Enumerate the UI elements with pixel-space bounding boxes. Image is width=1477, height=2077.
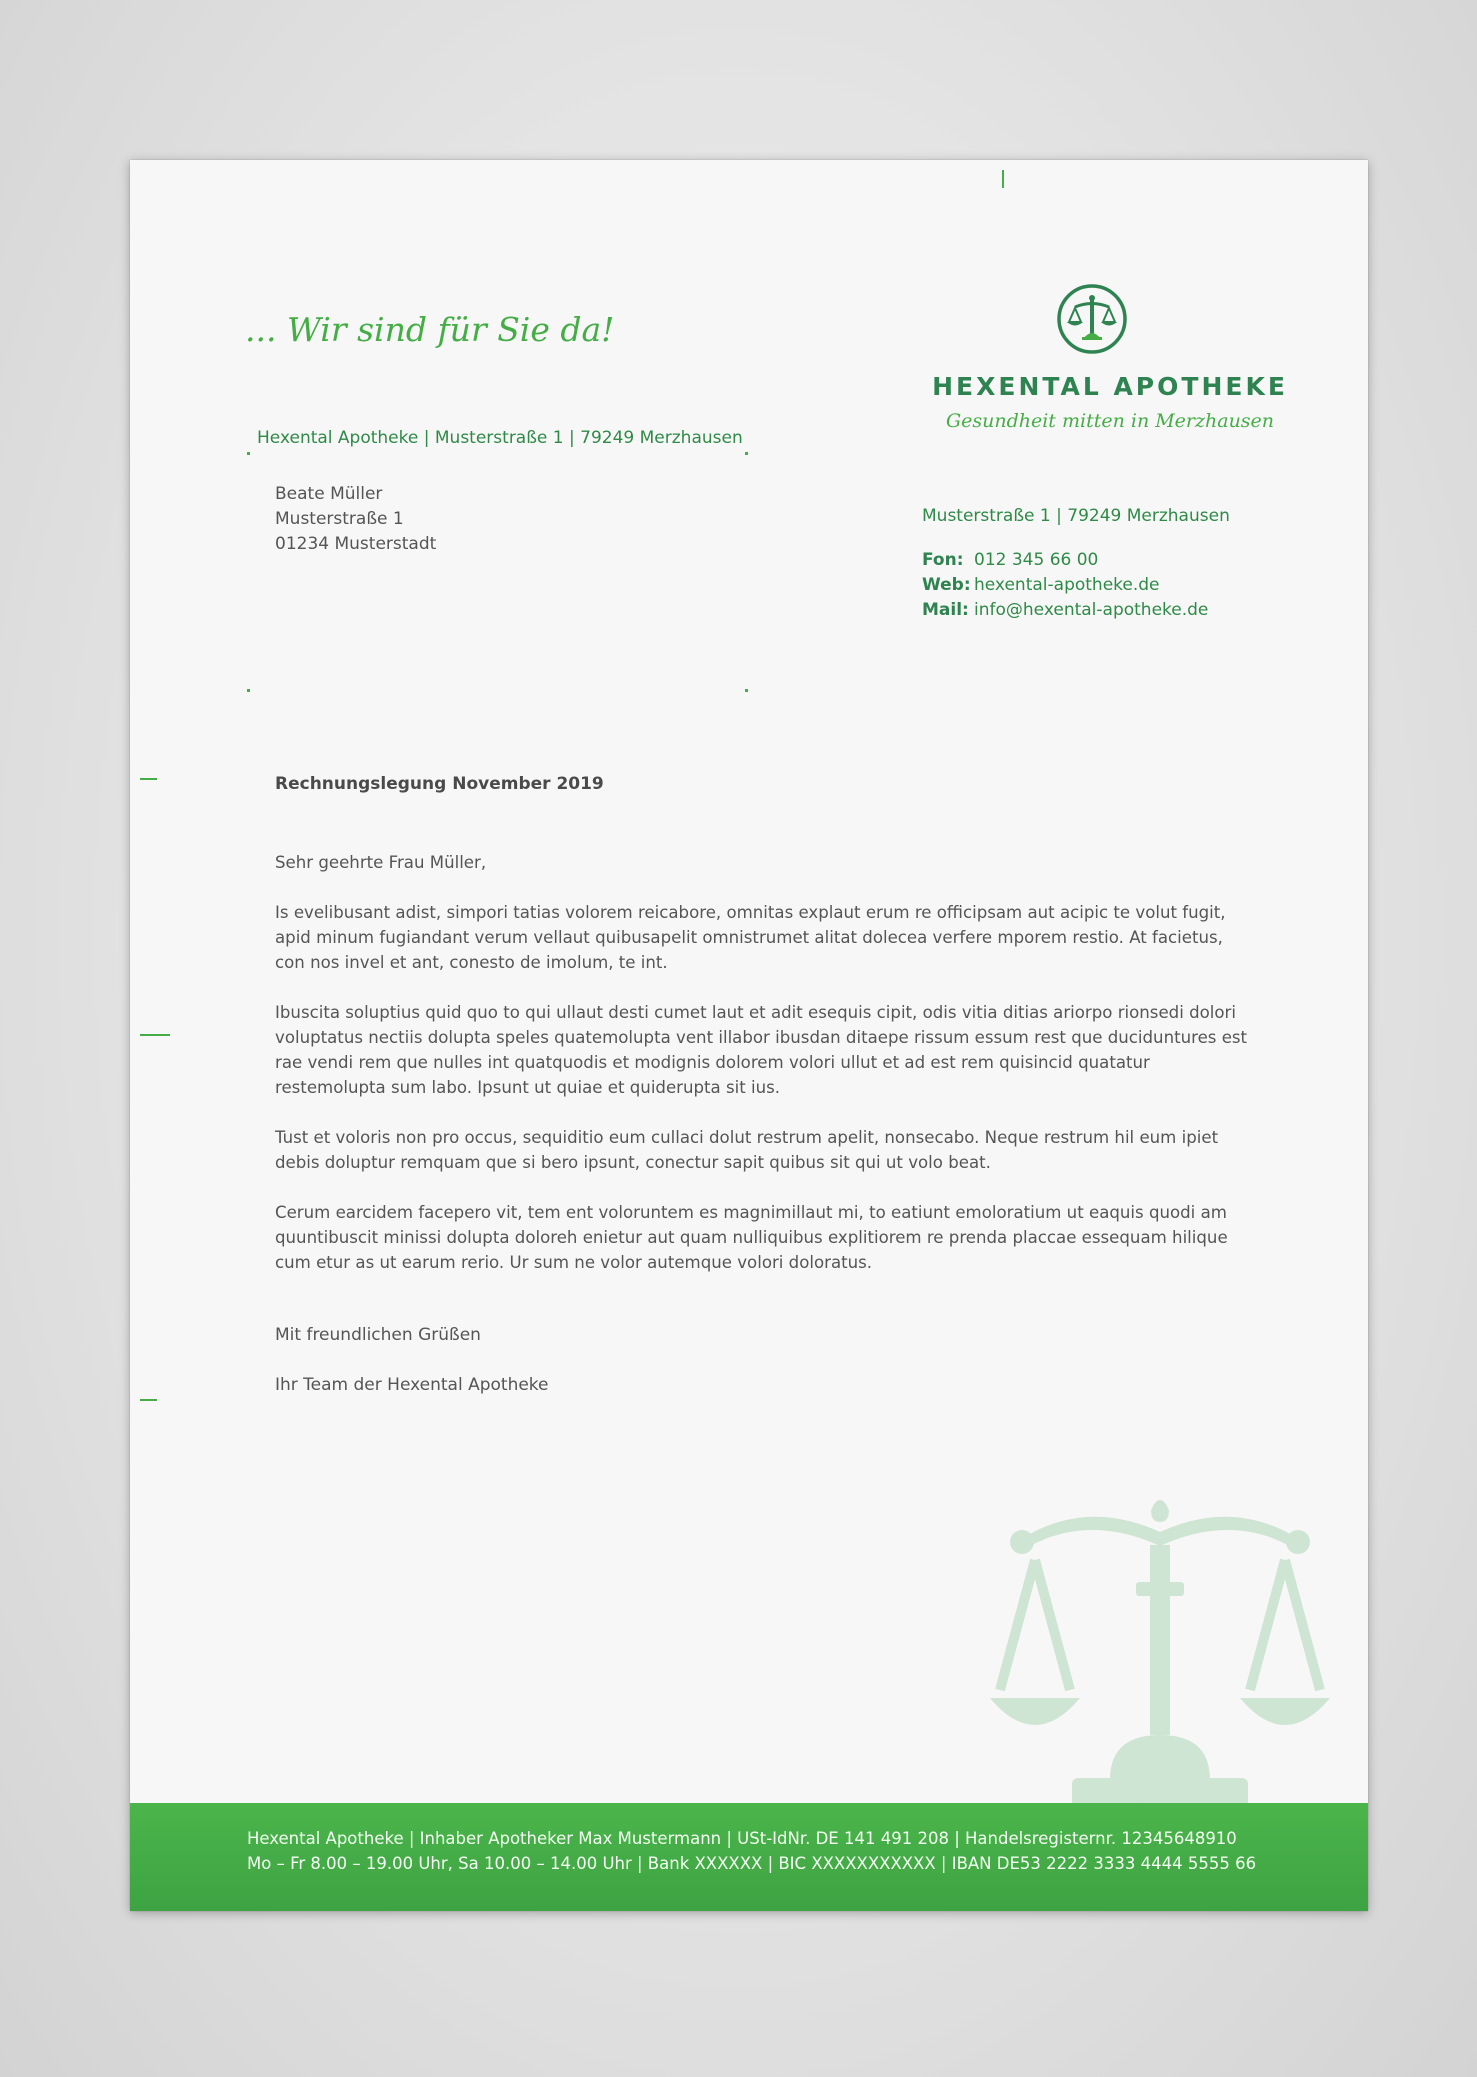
body-paragraph: Ibuscita soluptius quid quo to qui ullaut desti cumet laut et adit esequis cipit, odis vitia ditias ariorpo rionsedi dolori voluptatus nectiis dolupta speles quatemolupta vent illabor ibusdan ditaepe rissum essum rest que duciduntures est rae vendi rem que nulles int quatquodis et modignis dolorem volori ullut et ad est rem quisincid quatatur restemolupta sum labo. Ipsunt ut quiae et quiderupta sit ius. [275,1003,1248,1097]
fold-mark-bottom [140,1399,157,1401]
window-corner-bl [247,689,250,692]
recipient-address [275,482,436,557]
contact-label: Mail: [922,600,969,620]
body-paragraph: Tust et voloris non pro occus, sequiditio eum cullaci dolut restrum apelit, nonsecabo. Neque restrum hil eum ipiet debis doluptur remquam que si bero ipsunt, conectur sapit quibus sit qui ut volo beat. [275,1128,1219,1172]
contact-value: info@hexental-apotheke.de [974,600,1209,620]
closing: Mit freundlichen Grüßen [275,1325,481,1345]
punch-mark [140,1034,170,1036]
column-mark-top [1002,170,1004,188]
window-corner-tr [745,452,748,455]
contact-details [922,548,1208,623]
contact-web [922,573,1208,598]
brand-claim: Gesundheit mitten in Merzhausen [945,410,1275,432]
letter-sheet [130,160,1368,1911]
fold-mark-top [140,778,157,780]
footer-hours-bank-line: Mo – Fr 8.00 – 19.00 Uhr, Sa 10.00 – 14.00 Uhr | Bank XXXXXX | BIC XXXXXXXXXXX | IBAN DE53 2222 3333 4444 5555 66 [247,1854,1257,1873]
footer-bar [130,1803,1368,1911]
contact-address: Musterstraße 1 | 79249 Merzhausen [922,506,1230,526]
scales-watermark-icon [990,1490,1330,1810]
body-paragraph: Cerum earcidem facepero vit, tem ent voloruntem es magnimillaut mi, to eatiunt emoloratium ut eaquis quodi am quuntibuscit minissi dolupta doloreh enietur aut quam nulliquibus explitiorem re prenda placcae essequam hilique cum etur as ut earum rerio. Ur sum ne volor autemque volori doloratus. [275,1203,1228,1272]
window-corner-br [745,689,748,692]
scales-of-justice-icon [1055,282,1129,356]
window-corner-tl [247,452,250,455]
body-paragraph: Is evelibusant adist, simpori tatias volorem reicabore, omnitas explaut erum re officipsam aut acipic te volut fugit, apid minum fugiandant verum vellaut quibusapelit omnistrumet alitat dolecea verfere mporem restio. At facietus, con nos invel et ant, conesto de imolum, te int. [275,903,1226,972]
contact-mail [922,598,1208,623]
slogan: ... Wir sind für Sie da! [245,310,615,349]
contact-value: 012 345 66 00 [974,550,1099,570]
contact-label: Web: [922,575,971,595]
contact-label: Fon: [922,550,964,570]
contact-value: hexental-apotheke.de [974,575,1160,595]
signature: Ihr Team der Hexental Apotheke [275,1375,549,1395]
recipient-name: Beate Müller [275,484,383,504]
recipient-city: 01234 Musterstadt [275,534,437,554]
salutation: Sehr geehrte Frau Müller, [275,853,487,872]
footer-legal-line: Hexental Apotheke | Inhaber Apotheker Max Mustermann | USt-IdNr. DE 141 491 208 | Handelsregisternr. 12345648910 [247,1829,1237,1848]
brand-name: HEXENTAL APOTHEKE [932,372,1288,401]
contact-phone [922,548,1208,573]
letter-body [275,850,1255,1300]
letter-subject: Rechnungslegung November 2019 [275,774,604,794]
recipient-street: Musterstraße 1 [275,509,404,529]
sender-return-address: Hexental Apotheke | Musterstraße 1 | 79249 Merzhausen [257,428,743,448]
